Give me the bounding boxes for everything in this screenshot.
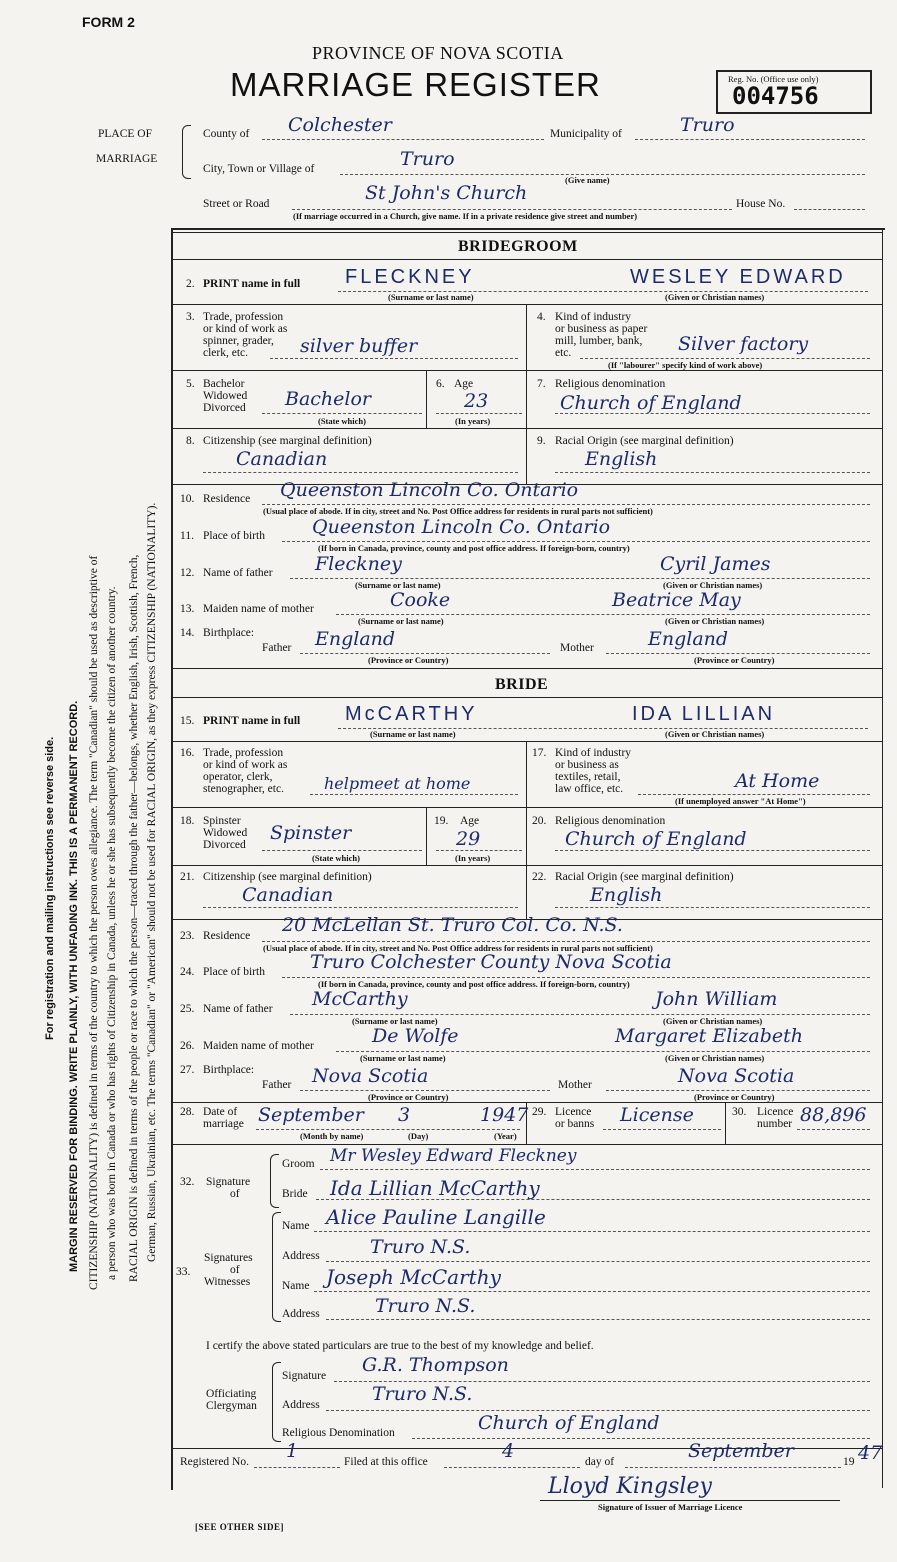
city-value: Truro (400, 148, 455, 170)
f5-num: 5. (186, 378, 195, 390)
bride-religion: Church of England (565, 828, 747, 850)
f5-line-2: Widowed (203, 390, 248, 402)
f8-num: 8. (186, 435, 195, 447)
f33-num: 33. (176, 1266, 191, 1278)
f22-label: Racial Origin (see marginal definition) (555, 871, 734, 883)
f23-label: Residence (203, 930, 251, 942)
reg-number-label: Reg. No. (Office use only) (728, 74, 819, 84)
f3-line-1: Trade, profession (203, 311, 284, 323)
county-value: Colchester (288, 114, 392, 136)
bride-surname: McCARTHY (345, 703, 478, 725)
clergy-denomination: Church of England (478, 1412, 660, 1434)
f4-line-2: or business as paper (555, 323, 648, 335)
f4-num: 4. (537, 311, 546, 323)
bride-birth-note: (If born in Canada, province, county and post office address. If foreign-born, country) (318, 979, 630, 989)
w2-name-label: Name (282, 1280, 310, 1292)
f15-label: PRINT name in full (203, 715, 301, 727)
bride-mother-surname: De Wolfe (372, 1025, 459, 1047)
bride-father-given: John William (655, 988, 778, 1010)
w2-address-label: Address (282, 1308, 320, 1320)
marriage-day: 3 (398, 1104, 411, 1126)
issuer-caption: Signature of Issuer of Marriage Licence (598, 1502, 743, 1512)
bride-signature: Ida Lillian McCarthy (330, 1176, 540, 1200)
w1-address-label: Address (282, 1250, 320, 1262)
f14-mother-label: Mother (560, 642, 594, 654)
clergy-address: Truro N.S. (372, 1383, 473, 1405)
f27-num: 27. (180, 1064, 195, 1076)
f6-num: 6. (436, 378, 445, 390)
reg-number-box (716, 70, 872, 114)
margin-line-6: German, Russian, Ukrainian, etc. The terms "Canadian" or "American" should not be used for RACIAL ORIGIN, as they express CITIZENSHIP (NATIONALITY). (146, 502, 158, 1262)
father-given-caption: (Given or Christian names) (663, 580, 763, 590)
f30-line-2: number (757, 1118, 793, 1130)
municipality-value: Truro (680, 114, 735, 136)
registered-number: 1 (286, 1440, 299, 1462)
f2-num: 2. (186, 278, 195, 290)
margin-line-4: a person who was born in Canada or who has rights of Citizenship in Canada, unless he or she has subsequently become the citizen of another country. (106, 586, 118, 1280)
place-label-1: PLACE OF (98, 128, 152, 140)
f18-num: 18. (180, 815, 195, 827)
groom-father-surname: Fleckney (315, 553, 402, 575)
bride-birthplace: Truro Colchester County Nova Scotia (310, 951, 672, 973)
f7-num: 7. (537, 378, 546, 390)
bride-mother-birthplace: Nova Scotia (678, 1065, 795, 1087)
filed-year-suffix: 47 (858, 1442, 883, 1464)
f28-line-1: Date of (203, 1106, 238, 1118)
groom-signature: Mr Wesley Edward Fleckney (330, 1146, 577, 1166)
bridegroom-heading: BRIDEGROOM (458, 238, 578, 255)
groom-status: Bachelor (285, 388, 372, 410)
give-name-caption: (Give name) (565, 175, 610, 185)
bride-mother-given: Margaret Elizabeth (615, 1025, 803, 1047)
bride-trade: helpmeet at home (324, 774, 471, 793)
reg-number-value: 004756 (732, 82, 819, 110)
f32-num: 32. (180, 1176, 195, 1188)
f18-line-3: Divorced (203, 839, 246, 851)
f10-num: 10. (180, 493, 195, 505)
place-label-2: MARRIAGE (96, 153, 158, 165)
f27-label: Birthplace: (203, 1064, 255, 1076)
witness1-address: Truro N.S. (370, 1236, 471, 1258)
day-caption: (Day) (408, 1131, 429, 1141)
groom-sig-label: Groom (282, 1158, 315, 1170)
groom-trade: silver buffer (300, 335, 418, 357)
officiating-line-1: Officiating (206, 1388, 257, 1400)
f21-label: Citizenship (see marginal definition) (203, 871, 372, 883)
groom-religion: Church of England (560, 392, 742, 414)
margin-line-1: For registration and mailing instructions see reverse side. (44, 736, 56, 1040)
bride-surname-caption: (Surname or last name) (370, 729, 456, 739)
f33-line-1: Signatures (204, 1252, 253, 1264)
f25-num: 25. (180, 1003, 195, 1015)
clergy-relig-label: Religious Denomination (282, 1427, 395, 1439)
f32-brace (270, 1154, 279, 1208)
f21-num: 21. (180, 871, 195, 883)
f28-line-2: marriage (203, 1118, 244, 1130)
street-label: Street or Road (203, 198, 270, 210)
f3-line-4: clerk, etc. (203, 347, 249, 359)
f13-label: Maiden name of mother (203, 603, 314, 615)
f14-mother-caption: (Province or Country) (694, 655, 775, 665)
f9-num: 9. (537, 435, 546, 447)
year-caption: (Year) (494, 1131, 517, 1141)
licence-or-banns: License (620, 1104, 694, 1126)
bride-citizenship: Canadian (242, 884, 334, 906)
bride-mother-given-caption: (Given or Christian names) (665, 1053, 765, 1063)
f12-label: Name of father (203, 567, 273, 579)
f3-line-3: spinner, grader, (203, 335, 274, 347)
f8-label: Citizenship (see marginal definition) (203, 435, 372, 447)
f27-father-caption: (Province or Country) (368, 1092, 449, 1102)
bride-residence: 20 McLellan St. Truro Col. Co. N.S. (282, 914, 623, 936)
f16-line-4: stenographer, etc. (203, 783, 284, 795)
f29-line-2: or banns (555, 1118, 595, 1130)
f6-label: Age (454, 378, 474, 390)
province-heading: PROVINCE OF NOVA SCOTIA (312, 43, 564, 63)
groom-birthplace: Queenston Lincoln Co. Ontario (312, 516, 611, 538)
f11-label: Place of birth (203, 530, 265, 542)
f24-num: 24. (180, 966, 195, 978)
f16-num: 16. (180, 747, 195, 759)
bride-racial-origin: English (590, 884, 663, 906)
clergy-brace (272, 1362, 281, 1442)
f33-brace (272, 1212, 281, 1322)
f3-num: 3. (186, 311, 195, 323)
f32-line-1: Signature (206, 1176, 251, 1188)
clergy-addr-label: Address (282, 1399, 320, 1411)
witness2-address: Truro N.S. (375, 1295, 476, 1317)
bride-heading: BRIDE (495, 676, 549, 693)
f5-line-1: Bachelor (203, 378, 245, 390)
margin-line-2: MARGIN RESERVED FOR BINDING. WRITE PLAINLY, WITH UNFADING INK. THIS IS A PERMANENT RECORD. (68, 700, 80, 1272)
f19-label: Age (460, 815, 480, 827)
bride-father-surname-caption: (Surname or last name) (352, 1016, 438, 1026)
f4-note: (If "labourer" specify kind of work above) (608, 360, 763, 370)
bride-residence-note: (Usual place of abode. If in city, street and No. Post Office address for residents in rural parts not sufficient) (263, 943, 653, 953)
f4-line-1: Kind of industry (555, 311, 632, 323)
f14-father-caption: (Province or Country) (368, 655, 449, 665)
clergy-signature: G.R. Thompson (362, 1354, 509, 1376)
witness1-name: Alice Pauline Langille (326, 1205, 546, 1229)
f29-num: 29. (532, 1106, 547, 1118)
w1-name-label: Name (282, 1220, 310, 1232)
bride-sig-label: Bride (282, 1188, 308, 1200)
clergy-sig-label: Signature (282, 1370, 327, 1382)
marriage-month: September (258, 1104, 364, 1126)
issuer-signature: Lloyd Kingsley (548, 1474, 712, 1499)
groom-given-caption: (Given or Christian names) (665, 292, 765, 302)
groom-surname-caption: (Surname or last name) (388, 292, 474, 302)
groom-mother-surname: Cooke (390, 589, 451, 611)
municipality-label: Municipality of (550, 128, 622, 140)
f19-num: 19. (434, 815, 449, 827)
filed-day: 4 (502, 1440, 515, 1462)
f9-label: Racial Origin (see marginal definition) (555, 435, 734, 447)
f16-line-3: operator, clerk, (203, 771, 273, 783)
f10-label: Residence (203, 493, 251, 505)
f26-num: 26. (180, 1040, 195, 1052)
groom-mother-birthplace: England (648, 628, 729, 650)
f25-label: Name of father (203, 1003, 273, 1015)
groom-mother-given: Beatrice May (612, 589, 741, 611)
place-note: (If marriage occurred in a Church, give name. If in a private residence give street and number) (293, 211, 638, 221)
f12-num: 12. (180, 567, 195, 579)
licence-number: 88,896 (800, 1104, 867, 1126)
f33-line-2: of (230, 1264, 240, 1276)
bride-mother-surname-caption: (Surname or last name) (360, 1053, 446, 1063)
f33-line-3: Witnesses (204, 1276, 251, 1288)
form-number: FORM 2 (82, 14, 135, 30)
f26-label: Maiden name of mother (203, 1040, 314, 1052)
filed-year-prefix: 19 (843, 1456, 855, 1468)
margin-line-3: CITIZENSHIP (NATIONALITY) is defined in terms of the country to which the person owes allegiance. The term "Canadian" should be used as descriptive of (88, 555, 100, 1290)
city-label: City, Town or Village of (203, 163, 315, 175)
f17-line-2: or business as (555, 759, 619, 771)
f17-line-1: Kind of industry (555, 747, 632, 759)
f13-num: 13. (180, 603, 195, 615)
f3-line-2: or kind of work as (203, 323, 288, 335)
filed-label: Filed at this office (344, 1456, 428, 1468)
f4-line-4: etc. (555, 347, 572, 359)
bride-given: IDA LILLIAN (632, 703, 776, 725)
f11-num: 11. (180, 530, 194, 542)
county-label: County of (203, 128, 250, 140)
f20-label: Religious denomination (555, 815, 666, 827)
mother-surname-caption: (Surname or last name) (358, 616, 444, 626)
groom-surname: FLECKNEY (345, 266, 475, 288)
f20-num: 20. (532, 815, 547, 827)
f24-label: Place of birth (203, 966, 265, 978)
groom-racial-origin: English (585, 448, 658, 470)
marriage-year: 1947 (480, 1104, 529, 1126)
groom-birth-note: (If born in Canada, province, county and post office address. If foreign-born, country) (318, 543, 630, 553)
f27-mother-caption: (Province or Country) (694, 1092, 775, 1102)
father-surname-caption: (Surname or last name) (355, 580, 441, 590)
registered-label: Registered No. (180, 1456, 249, 1468)
f14-num: 14. (180, 627, 195, 639)
groom-age: 23 (464, 390, 489, 412)
bride-given-caption: (Given or Christian names) (665, 729, 765, 739)
f5-line-3: Divorced (203, 402, 246, 414)
house-label: House No. (736, 198, 786, 210)
f30-num: 30. (732, 1106, 747, 1118)
f17-line-3: textiles, retail, (555, 771, 621, 783)
f14-label: Birthplace: (203, 627, 255, 639)
bride-industry: At Home (735, 770, 820, 792)
groom-residence: Queenston Lincoln Co. Ontario (280, 479, 579, 501)
groom-citizenship: Canadian (236, 448, 328, 470)
bride-father-given-caption: (Given or Christian names) (663, 1016, 763, 1026)
f2-label: PRINT name in full (203, 278, 301, 290)
f29-line-1: Licence (555, 1106, 592, 1118)
page-title: MARRIAGE REGISTER (230, 66, 601, 103)
witness2-name: Joseph McCarthy (326, 1265, 501, 1289)
f27-father-label: Father (262, 1079, 292, 1091)
margin-line-5: RACIAL ORIGIN is defined in terms of the people or race to which the person—traced through the father—belongs, whether English, Irish, Scottish, French, (128, 554, 140, 1282)
f22-num: 22. (532, 871, 547, 883)
f15-num: 15. (180, 715, 195, 727)
f27-mother-label: Mother (558, 1079, 592, 1091)
f17-line-4: law office, etc. (555, 783, 624, 795)
f18-line-2: Widowed (203, 827, 248, 839)
f17-note: (If unemployed answer "At Home") (675, 796, 806, 806)
f7-label: Religious denomination (555, 378, 666, 390)
f30-line-1: Licence (757, 1106, 794, 1118)
groom-given: WESLEY EDWARD (630, 266, 846, 288)
bride-father-birthplace: Nova Scotia (312, 1065, 429, 1087)
month-caption: (Month by name) (300, 1131, 364, 1141)
bride-state-caption: (State which) (312, 853, 360, 863)
see-other-side: [SEE OTHER SIDE] (195, 1522, 285, 1532)
day-of-label: day of (585, 1456, 615, 1468)
groom-state-caption: (State which) (318, 416, 366, 426)
f14-father-label: Father (262, 642, 292, 654)
groom-industry: Silver factory (678, 333, 809, 355)
officiating-line-2: Clergyman (206, 1400, 257, 1412)
f16-line-2: or kind of work as (203, 759, 288, 771)
bride-father-surname: McCarthy (312, 988, 408, 1010)
street-value: St John's Church (365, 182, 528, 204)
f32-line-2: of (230, 1188, 240, 1200)
groom-father-birthplace: England (315, 628, 396, 650)
f28-num: 28. (180, 1106, 195, 1118)
bride-age-caption: (In years) (455, 853, 491, 863)
f23-num: 23. (180, 930, 195, 942)
certify-statement: I certify the above stated particulars are true to the best of my knowledge and belief. (206, 1340, 594, 1352)
f16-line-1: Trade, profession (203, 747, 284, 759)
f17-num: 17. (532, 747, 547, 759)
groom-father-given: Cyril James (660, 553, 771, 575)
place-brace (182, 125, 191, 179)
mother-given-caption: (Given or Christian names) (665, 616, 765, 626)
bride-status: Spinster (270, 822, 352, 844)
f4-line-3: mill, lumber, bank, (555, 335, 643, 347)
f18-line-1: Spinster (203, 815, 241, 827)
groom-residence-note: (Usual place of abode. If in city, street and No. Post Office address for residents in rural parts not sufficient) (263, 506, 653, 516)
groom-age-caption: (In years) (455, 416, 491, 426)
bride-age: 29 (456, 828, 481, 850)
filed-month: September (688, 1440, 794, 1462)
